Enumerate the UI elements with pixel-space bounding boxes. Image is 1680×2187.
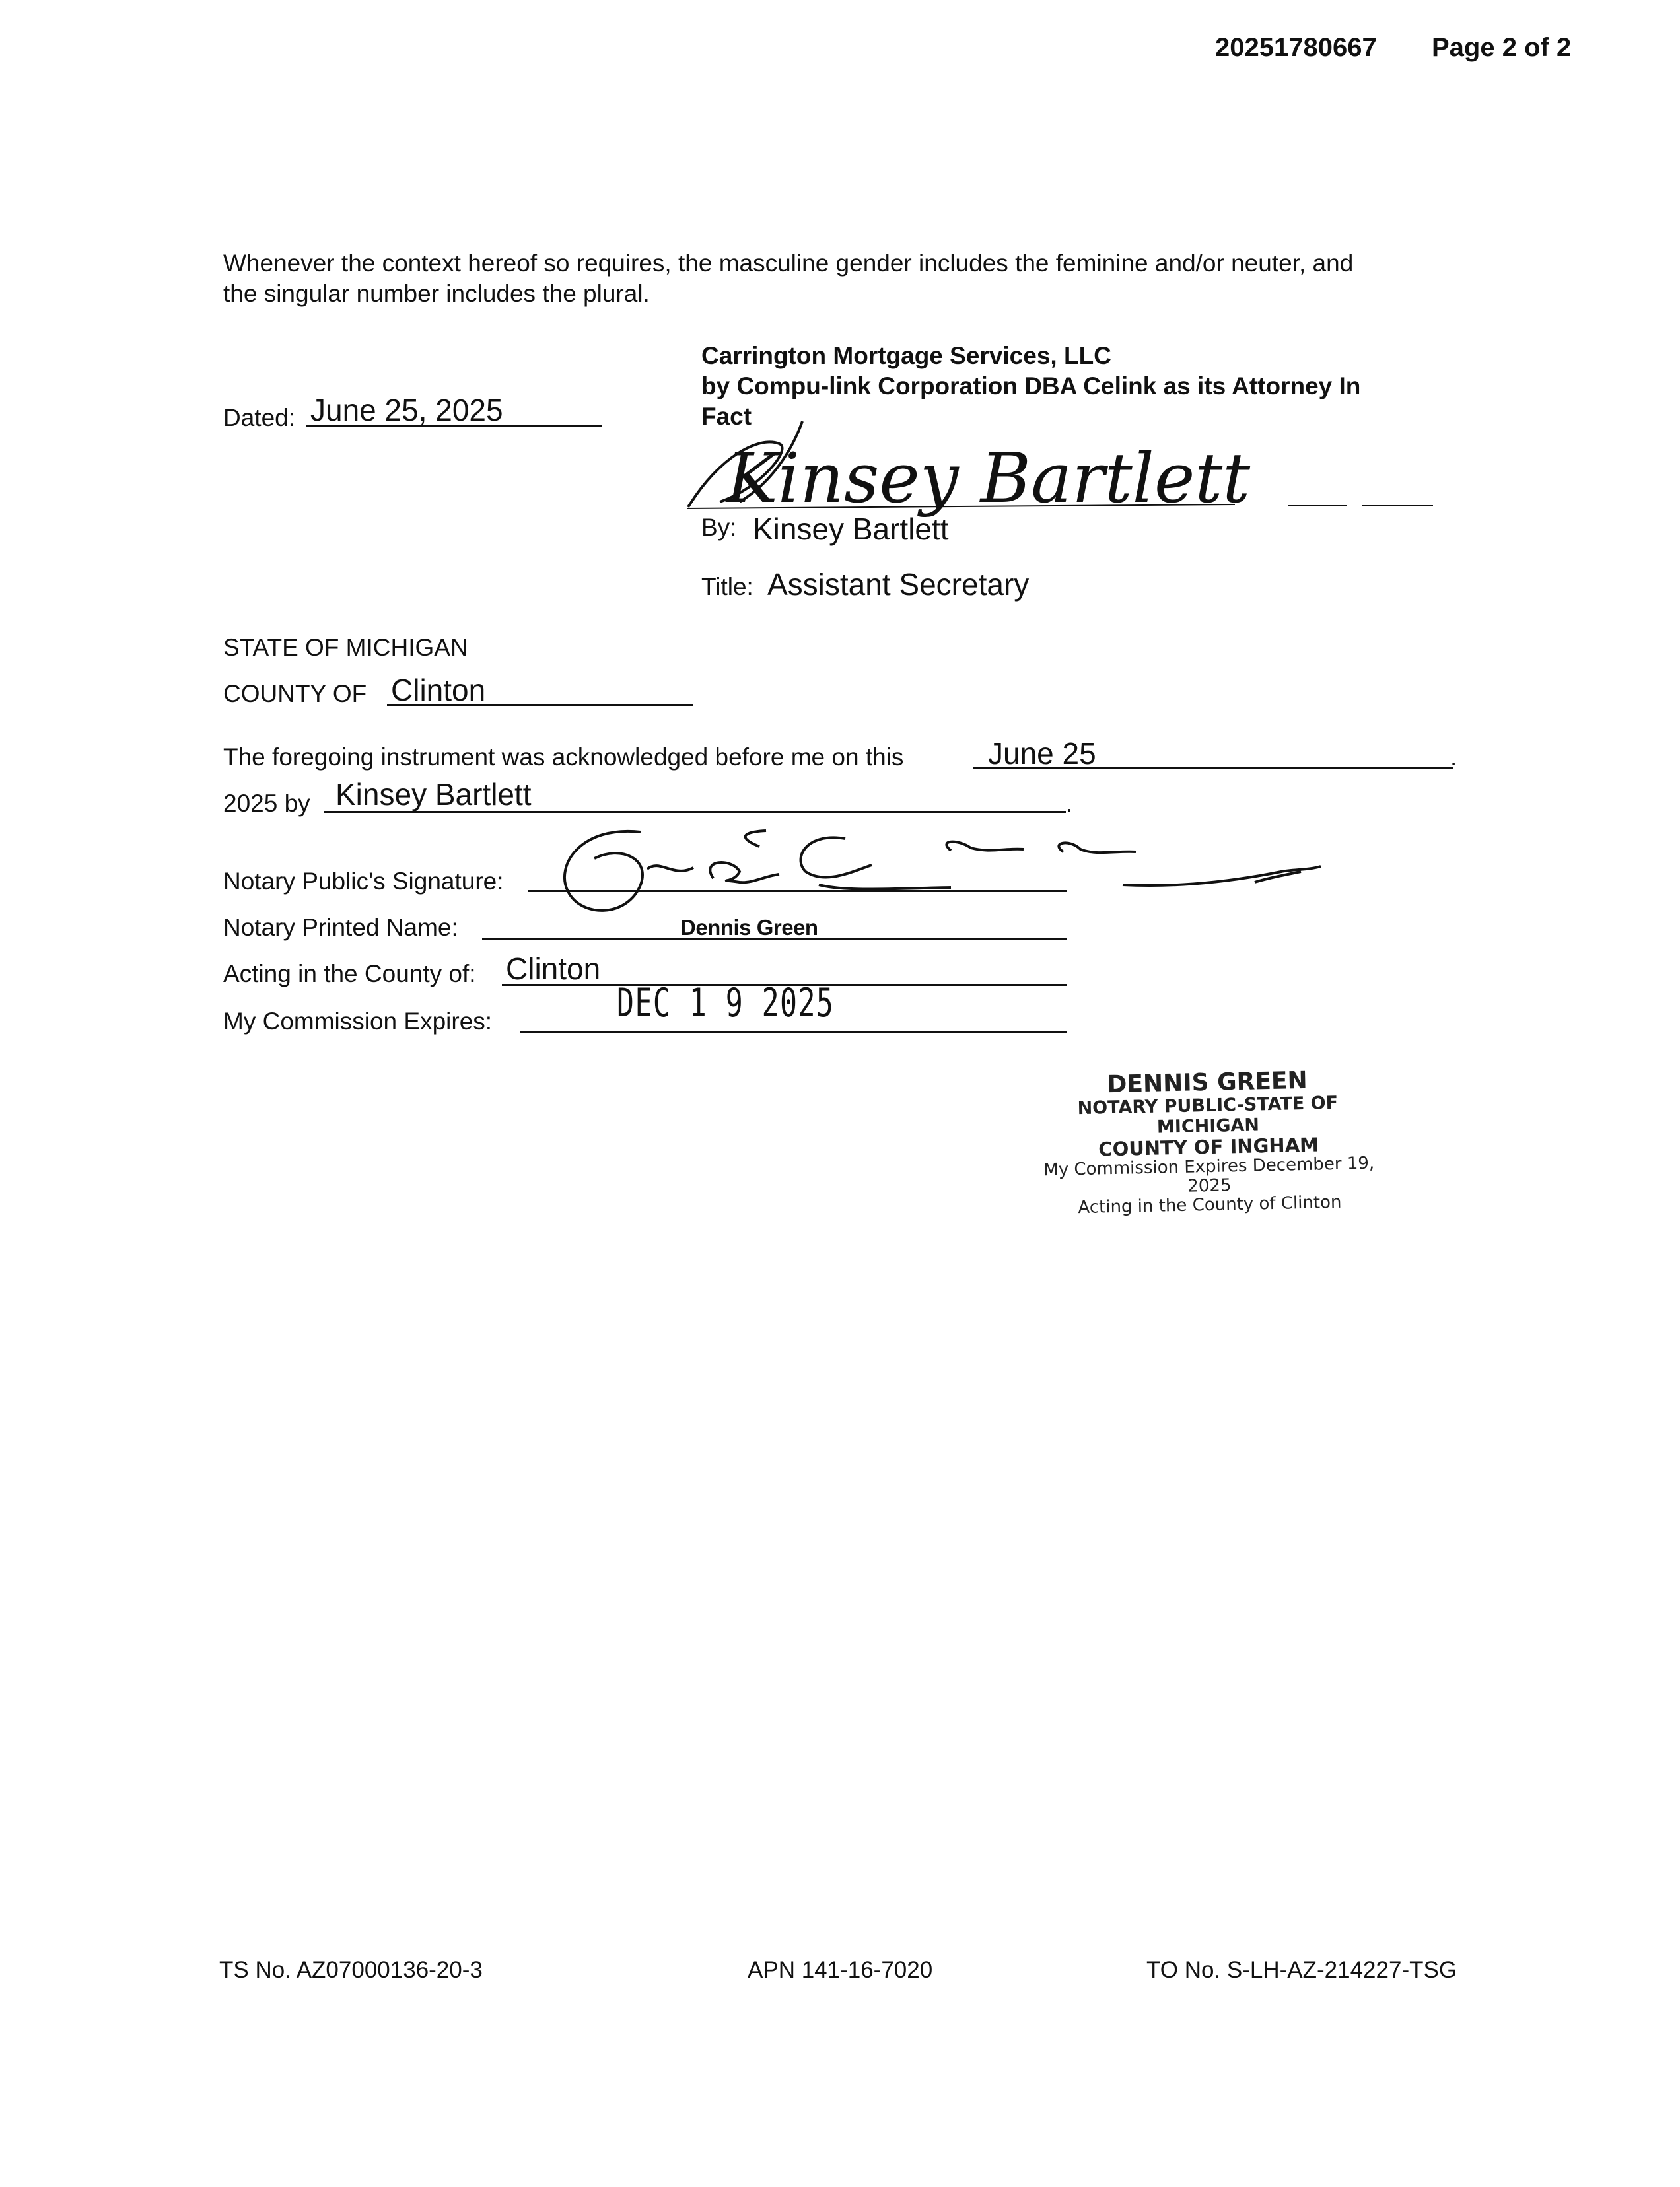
grantor-signature-text: Kinsey Bartlett — [726, 438, 1250, 518]
footer-apn: APN 141-16-7020 — [748, 1957, 933, 1983]
state-line: STATE OF MICHIGAN — [223, 634, 468, 661]
notary-expires-underline — [520, 1031, 1067, 1033]
grantor-signature — [680, 409, 1446, 528]
ack-date-value: June 25 — [988, 736, 1096, 771]
ack-by-underline — [324, 811, 1066, 813]
ack-text: The foregoing instrument was acknowledged before me on this — [223, 744, 904, 771]
notary-expires-label: My Commission Expires: — [223, 1008, 493, 1035]
county-value: Clinton — [391, 673, 486, 707]
notary-county-value: Clinton — [506, 952, 601, 986]
notary-stamp — [1029, 1066, 1389, 1219]
dated-underline — [306, 425, 602, 427]
title-label: Title: — [701, 573, 753, 600]
grantor-line-3: Fact — [701, 403, 752, 430]
grantor-line-1: Carrington Mortgage Services, LLC — [701, 342, 1111, 369]
notary-county-label: Acting in the County of: — [223, 960, 476, 987]
ack-by-value: Kinsey Bartlett — [335, 777, 532, 812]
footer-to-number: TO No. S-LH-AZ-214227-TSG — [1146, 1957, 1457, 1983]
title-value: Assistant Secretary — [767, 567, 1030, 602]
by-label: By: — [701, 514, 737, 541]
stamp-line-2: COUNTY OF INGHAM — [1098, 1133, 1319, 1161]
by-value: Kinsey Bartlett — [753, 512, 949, 546]
notary-signature-label: Notary Public's Signature: — [223, 868, 504, 895]
grantor-line-2: by Compu-link Corporation DBA Celink as its Attorney In — [701, 372, 1361, 399]
stamp-name: DENNIS GREEN — [1107, 1066, 1308, 1099]
intro-line-2: the singular number includes the plural. — [223, 280, 650, 307]
page-number: Page 2 of 2 — [1432, 33, 1572, 62]
ack-date-underline — [973, 767, 1453, 769]
footer-ts-number: TS No. AZ07000136-20-3 — [219, 1957, 483, 1983]
ack-period-2: . — [1066, 790, 1073, 817]
stamp-line-3: My Commission Expires December 19, 2025 — [1043, 1154, 1375, 1197]
notary-printed-name-value: Dennis Green — [680, 915, 818, 940]
stamp-line-1: NOTARY PUBLIC-STATE OF MICHIGAN — [1077, 1093, 1339, 1138]
intro-line-1: Whenever the context hereof so requires, the masculine gender includes the feminine and/or neuter, and — [223, 250, 1354, 277]
notary-printed-name-label: Notary Printed Name: — [223, 914, 458, 941]
dated-value: June 25, 2025 — [310, 393, 503, 427]
county-underline — [387, 704, 693, 706]
notary-signature — [542, 819, 1334, 931]
notary-expires-date-stamp: DEC 1 9 2025 — [617, 980, 835, 1026]
stamp-line-4: Acting in the County of Clinton — [1078, 1193, 1342, 1218]
dated-label: Dated: — [223, 404, 296, 431]
ack-year-by: 2025 by — [223, 790, 310, 817]
county-label: COUNTY OF — [223, 680, 367, 707]
document-number: 20251780667 — [1215, 33, 1377, 62]
ack-period-1: . — [1450, 744, 1457, 771]
